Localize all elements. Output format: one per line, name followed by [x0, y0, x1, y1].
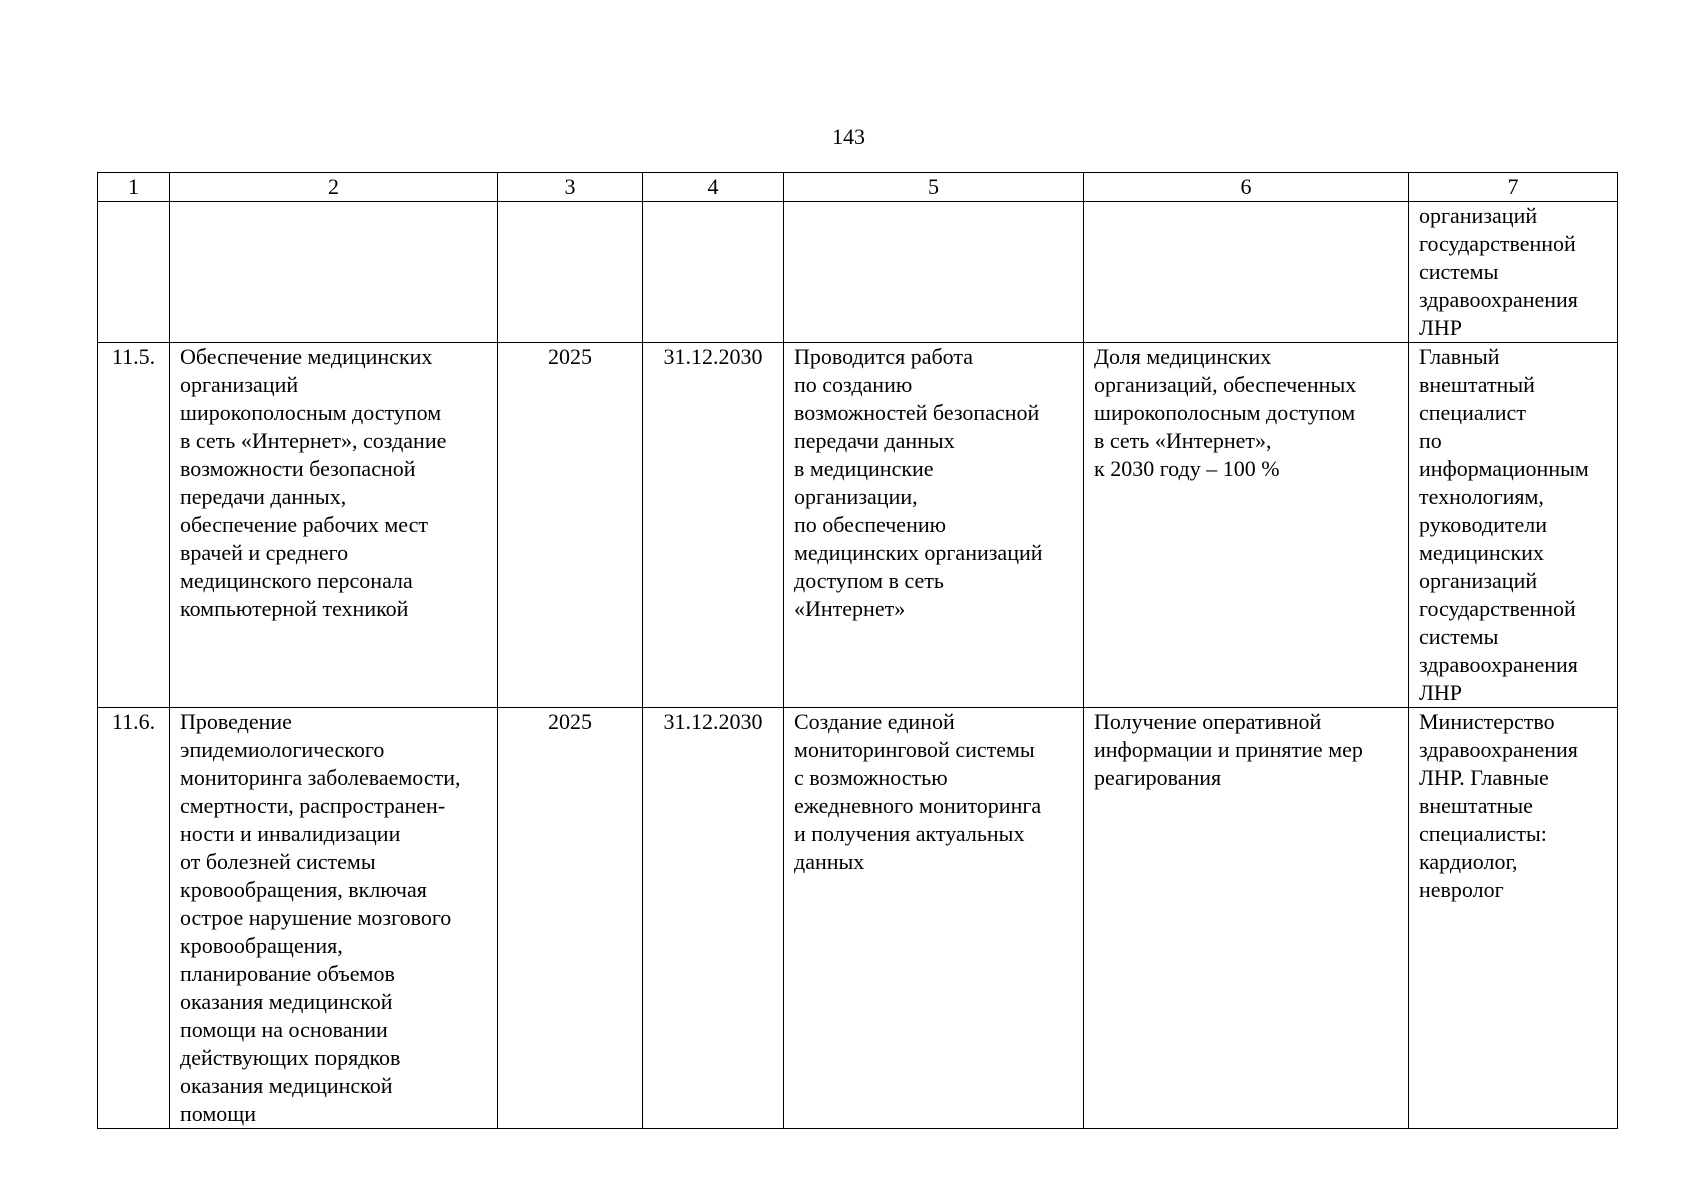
column-header-1: 1: [98, 173, 170, 202]
responsible-cell: организаций государственной системы здравоохранения ЛНР: [1409, 202, 1618, 343]
table-header-row: [98, 173, 1618, 202]
table-row: [98, 708, 1618, 1129]
measures-table: [97, 172, 1618, 1129]
start-year-cell: 2025: [498, 343, 643, 708]
column-header-5: 5: [784, 173, 1084, 202]
responsible-cell: Главный внештатный специалист по информационным технологиям, руководители медицинских организаций государственной системы здравоохранения ЛНР: [1409, 343, 1618, 708]
result-cell: Получение оперативной информации и принятие мер реагирования: [1084, 708, 1409, 1129]
description-cell: Создание единой мониторинговой системы с возможностью ежедневного мониторинга и получения актуальных данных: [784, 708, 1084, 1129]
row-number-cell: 11.6.: [98, 708, 170, 1129]
result-cell: Доля медицинских организаций, обеспеченных широкополосным доступом в сеть «Интернет», к 2030 году – 100 %: [1084, 343, 1409, 708]
column-header-4: 4: [643, 173, 784, 202]
column-header-7: 7: [1409, 173, 1618, 202]
table-row-continuation: [98, 202, 1618, 343]
description-cell: Проводится работа по созданию возможностей безопасной передачи данных в медицинские организации, по обеспечению медицинских организаций доступом в сеть «Интернет»: [784, 343, 1084, 708]
column-header-2: 2: [170, 173, 498, 202]
measure-cell: Проведение эпидемиологического мониторинга заболеваемости, смертности, распространен- ности и инвалидизации от болезней системы кровообращения, включая острое нарушение мозгового кровообращения, планирование объемов оказания медицинской помощи на основании действующих порядков оказания медицинской помощи: [170, 708, 498, 1129]
empty-cell: [1084, 202, 1409, 343]
page-number: 143: [832, 124, 865, 149]
empty-cell: [643, 202, 784, 343]
row-number-cell: 11.5.: [98, 343, 170, 708]
responsible-cell: Министерство здравоохранения ЛНР. Главные внештатные специалисты: кардиолог, невролог: [1409, 708, 1618, 1129]
empty-cell: [498, 202, 643, 343]
measure-cell: Обеспечение медицинских организаций широкополосным доступом в сеть «Интернет», создание возможности безопасной передачи данных, обеспечение рабочих мест врачей и среднего медицинского персонала компьютерной техникой: [170, 343, 498, 708]
column-header-3: 3: [498, 173, 643, 202]
empty-cell: [784, 202, 1084, 343]
table-row: [98, 343, 1618, 708]
end-date-cell: 31.12.2030: [643, 708, 784, 1129]
empty-cell: [170, 202, 498, 343]
column-header-6: 6: [1084, 173, 1409, 202]
empty-cell: [98, 202, 170, 343]
end-date-cell: 31.12.2030: [643, 343, 784, 708]
start-year-cell: 2025: [498, 708, 643, 1129]
